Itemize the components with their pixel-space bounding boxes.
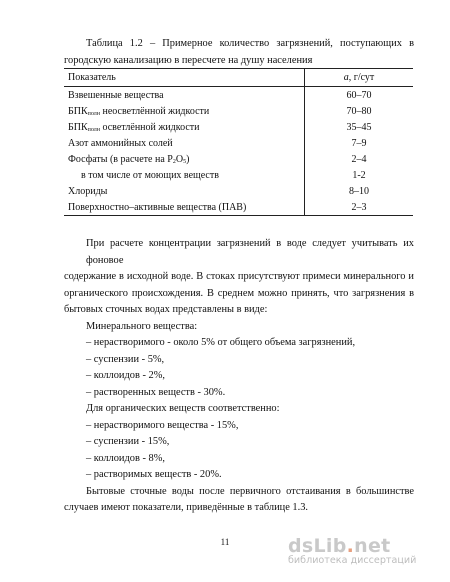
page-number: 11 xyxy=(220,537,230,547)
list-item: – нерастворимого - около 5% от общего объема загрязнений, xyxy=(86,337,356,348)
row-value: 70–80 xyxy=(305,103,414,119)
row-label: Фосфаты (в расчете на $P_2O_5$) xyxy=(68,153,190,165)
organic-title: Для органических веществ соответственно: xyxy=(86,403,280,414)
dslib-logo: dsLib.net xyxy=(288,535,391,557)
row-label: $БПК_{полн}$ неосветлённой жидкости xyxy=(68,105,210,117)
table-row xyxy=(64,167,413,183)
row-value: 1-2 xyxy=(305,167,414,183)
row-label: Поверхностно–активные вещества (ПАВ) xyxy=(64,199,305,216)
row-value: 8–10 xyxy=(305,183,414,199)
table-row xyxy=(64,119,413,135)
paragraph-line: бытовых сточных водах представлены в виде: xyxy=(64,304,268,315)
dslib-watermark[interactable] xyxy=(288,535,448,580)
row-value: 2–3 xyxy=(305,199,414,216)
pollutants-table xyxy=(64,68,413,216)
row-value: 60–70 xyxy=(305,87,414,104)
list-item: – суспензии - 15%, xyxy=(86,436,170,447)
table-caption-line-1: Таблица 1.2 – Примерное количество загрязнений, поступающих в xyxy=(86,38,414,49)
row-value: 7–9 xyxy=(305,135,414,151)
row-value: 35–45 xyxy=(305,119,414,135)
list-item: – растворимых веществ - 20%. xyxy=(86,469,222,480)
table-caption-line-2: городскую канализацию в пересчете на душу населения xyxy=(64,55,313,66)
mineral-title: Минерального вещества: xyxy=(86,320,198,332)
table-row xyxy=(64,135,413,151)
table-row xyxy=(64,103,413,119)
header-indicator: Показатель xyxy=(64,69,305,87)
paragraph-line: случаев имеют показатели, приведённые в таблице 1.3. xyxy=(64,502,309,513)
table-row xyxy=(64,151,413,167)
table-row xyxy=(64,87,413,104)
row-label: в том числе от моющих веществ xyxy=(81,169,219,181)
list-item: – коллоидов - 2%, xyxy=(86,370,165,381)
paragraph-line: содержание в исходной воде. В стоках присутствуют примеси минерального и xyxy=(64,271,414,282)
row-label: $БПК_{полн}$ осветлённой жидкости xyxy=(68,121,200,133)
table-row xyxy=(64,199,413,216)
row-label: Азот аммонийных солей xyxy=(68,137,173,149)
header-unit: a, г/сут xyxy=(305,69,414,87)
list-item: – нерастворимого вещества - 15%, xyxy=(86,419,239,431)
list-item: – суспензии - 5%, xyxy=(86,353,165,365)
list-item: – растворенных веществ - 30%. xyxy=(86,386,226,398)
table-header-row xyxy=(64,69,413,87)
body-text xyxy=(64,236,414,517)
row-label: Хлориды xyxy=(68,185,108,197)
paragraph-line: При расчете концентрации загрязнений в воде следует учитывать их фоновое xyxy=(86,238,414,266)
table-row xyxy=(64,183,413,199)
watermark-subtitle: библиотека диссертаций xyxy=(288,555,417,566)
list-item: – коллоидов - 8%, xyxy=(86,452,165,464)
paragraph-line: органического происхождения. В среднем можно принять, что загрязнения в xyxy=(64,287,414,299)
row-label: Взвешенные вещества xyxy=(68,89,164,101)
paragraph-line: Бытовые сточные воды после первичного отстаивания в большинстве xyxy=(86,485,414,497)
row-value: 2–4 xyxy=(305,151,414,167)
